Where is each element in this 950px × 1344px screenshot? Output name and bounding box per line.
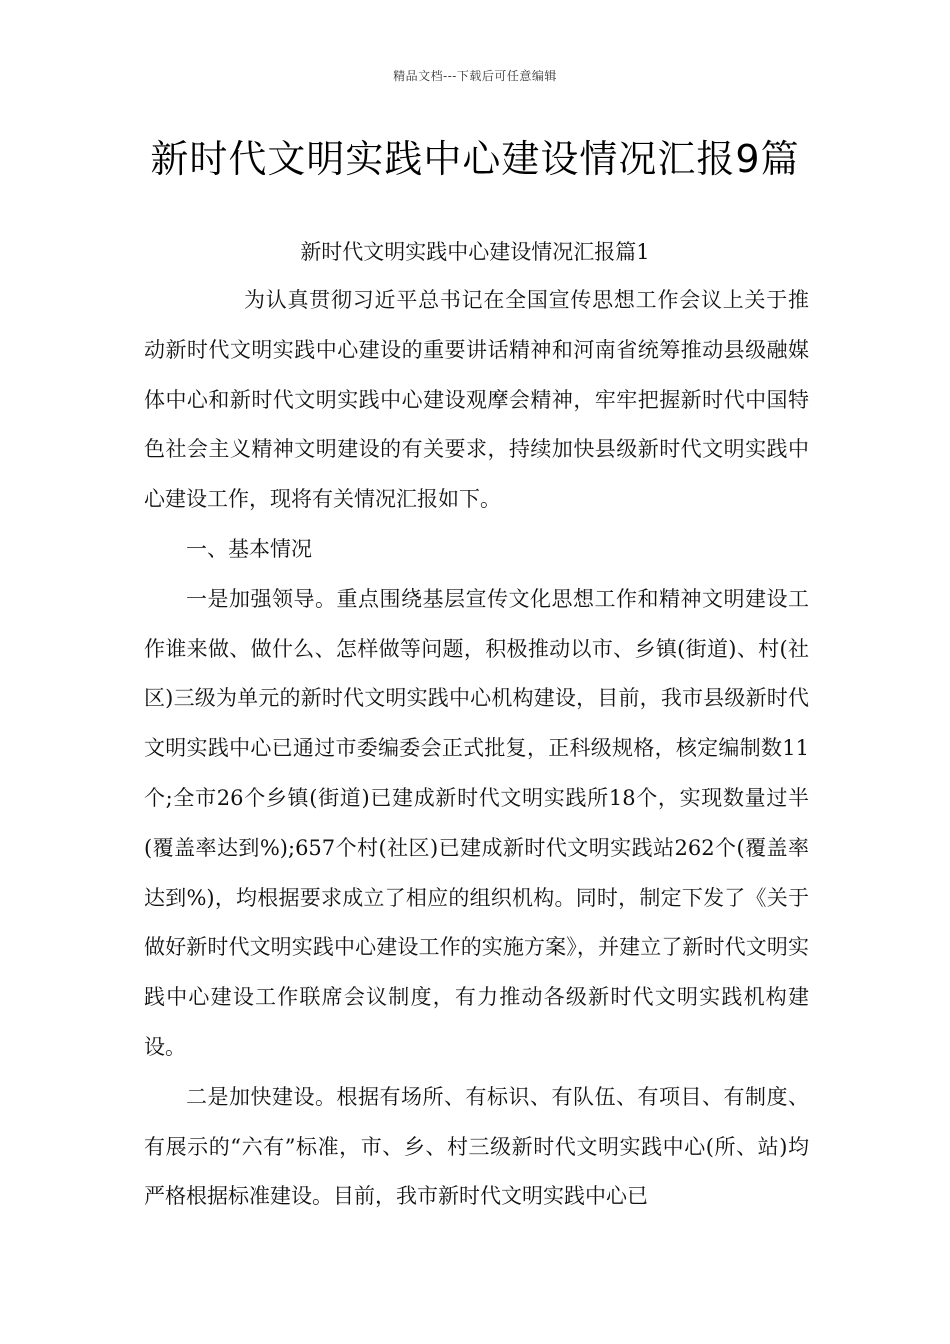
document-body bbox=[144, 276, 809, 1222]
section-heading-basic: 一、基本情况 bbox=[186, 536, 312, 561]
paragraph-intro: 为认真贯彻习近平总书记在全国宣传思想工作会议上关于推动新时代文明实践中心建设的重要讲话精神和河南省统筹推动县级融媒体中心和新时代文明实践中心建设观摩会精神，牢牢把握新时代中国特色社会主义精神文明建设的有关要求，持续加快县级新时代文明实践中心建设工作，现将有关情况汇报如下。 bbox=[144, 288, 809, 512]
paragraph-construction: 二是加快建设。根据有场所、有标识、有队伍、有项目、有制度、有展示的“六有”标准，市、乡、村三级新时代文明实践中心(所、站)均严格根据标准建设。目前，我市新时代文明实践中心已 bbox=[144, 1084, 809, 1209]
paragraph-leadership: 一是加强领导。重点围绕基层宣传文化思想工作和精神文明建设工作谁来做、做什么、怎样做等问题，积极推动以市、乡镇(街道)、村(社区)三级为单元的新时代文明实践中心机构建设，目前，我市县级新时代文明实践中心已通过市委编委会正式批复，正科级规格，核定编制数11个;全市26个乡镇(街道)已建成新时代文明实践所18个，实现数量过半(覆盖率达到%);657个村(社区)已建成新时代文明实践站262个(覆盖率达到%)，均根据要求成立了相应的组织机构。同时，制定下发了《关于做好新时代文明实践中心建设工作的实施方案》，并建立了新时代文明实践中心建设工作联席会议制度，有力推动各级新时代文明实践机构建设。 bbox=[144, 586, 809, 1059]
section-subtitle: 新时代文明实践中心建设情况汇报篇1 bbox=[300, 240, 650, 264]
document-title: 新时代文明实践中心建设情况汇报9篇 bbox=[150, 137, 800, 181]
page-header: 精品文档---下载后可任意编辑 bbox=[393, 69, 557, 83]
